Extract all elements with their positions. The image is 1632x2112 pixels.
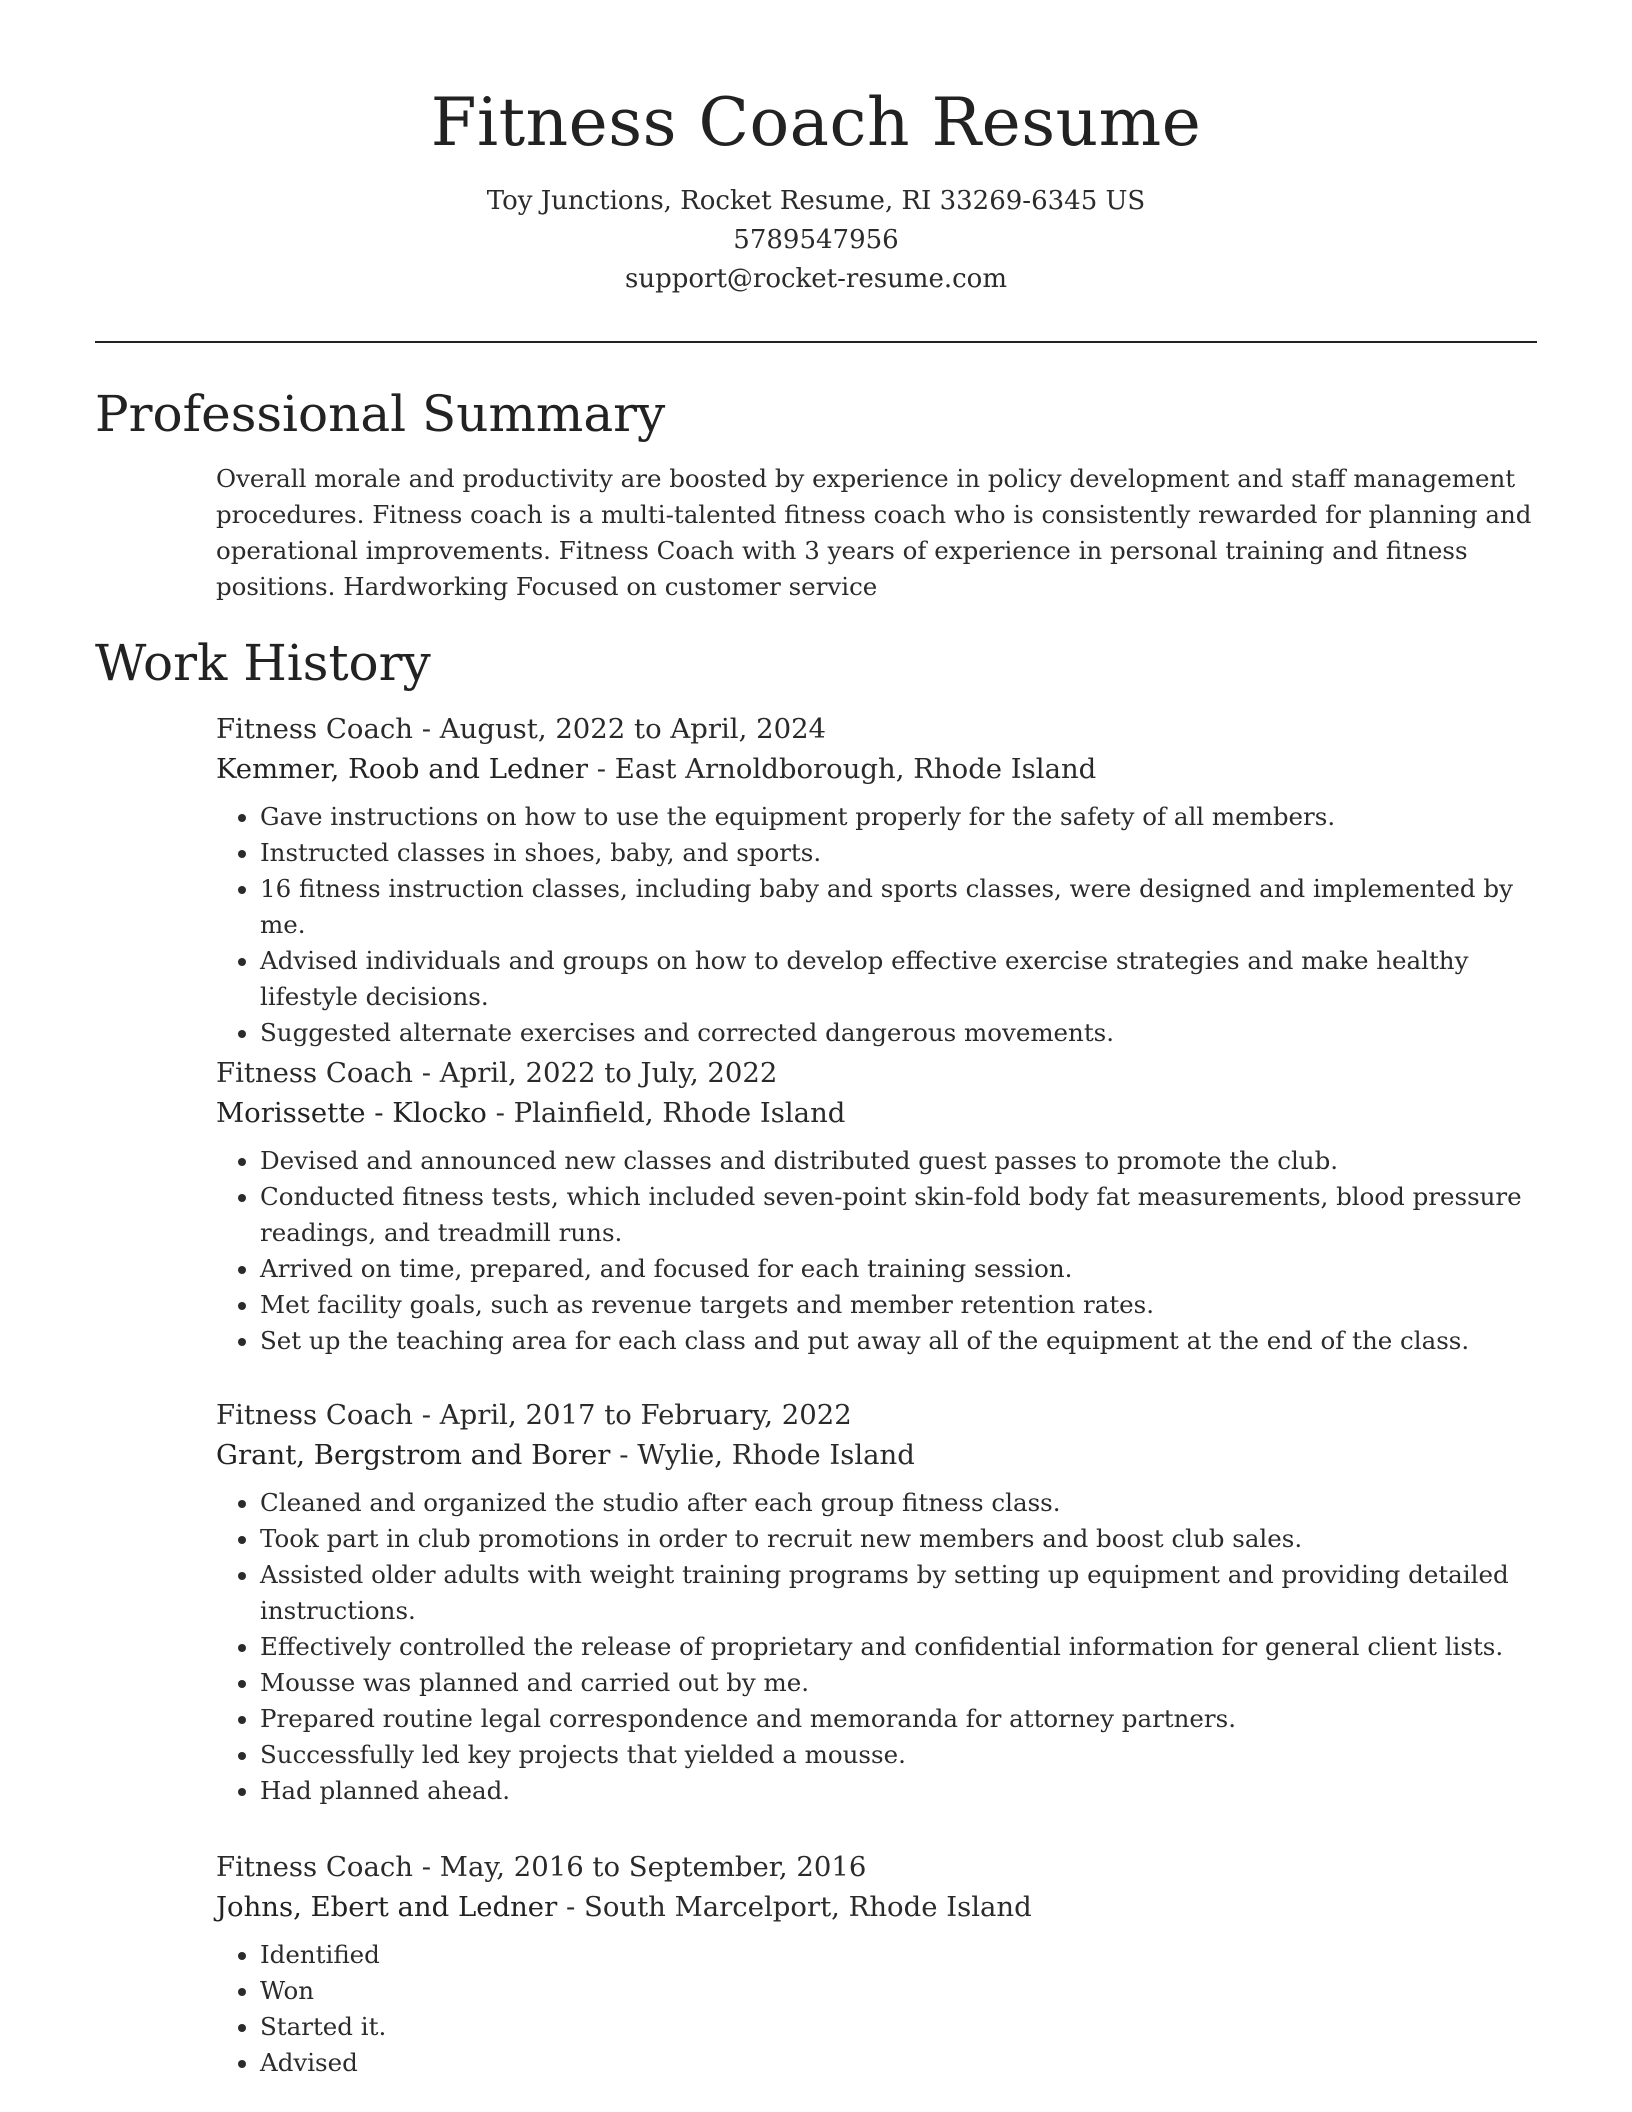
- bullet-item: • Suggested alternate exercises and corrected dangerous movements.: [260, 1015, 1546, 1051]
- job-entry: [216, 1395, 1546, 1809]
- job-bullets: [216, 1143, 1546, 1359]
- job-dates: April, 2017 to February, 2022: [439, 1399, 852, 1431]
- bullet-item: • Set up the teaching area for each class and put away all of the equipment at the end of the class.: [260, 1323, 1546, 1359]
- bullet-item: • Successfully led key projects that yielded a mousse.: [260, 1737, 1546, 1773]
- job-title-line: Fitness Coach - April, 2022 to July, 2022: [216, 1057, 778, 1089]
- bullet-item: • Effectively controlled the release of proprietary and confidential information for general client lists.: [260, 1629, 1546, 1665]
- job-title-line: Fitness Coach - April, 2017 to February, 2022: [216, 1399, 852, 1431]
- job-position: Fitness Coach: [216, 1399, 413, 1431]
- job-entry: [216, 1847, 1546, 2081]
- contact-info: [0, 182, 1632, 299]
- resume-title: Fitness Coach Resume: [430, 84, 1202, 161]
- job-employer: Morissette - Klocko: [216, 1097, 487, 1129]
- bullet-item: • Met facility goals, such as revenue targets and member retention rates.: [260, 1287, 1546, 1323]
- bullet-item: • Prepared routine legal correspondence and memoranda for attorney partners.: [260, 1701, 1546, 1737]
- job-employer: Kemmer, Roob and Ledner: [216, 753, 589, 785]
- contact-phone: 5789547956: [733, 225, 899, 255]
- job-dates: April, 2022 to July, 2022: [439, 1057, 778, 1089]
- job-entry: [216, 1053, 1546, 1359]
- job-position: Fitness Coach: [216, 1851, 413, 1883]
- summary-text: Overall morale and productivity are boosted by experience in policy development and staff management procedures. Fitness coach is a multi-talented fitness coach who is consistently rewarded for planning and operational improvements. Fitness Coach with 3 years of experience in personal training and fitness positions. Hardworking Focused on customer service: [216, 464, 1532, 601]
- bullet-item: • Instructed classes in shoes, baby, and sports.: [260, 835, 1546, 871]
- job-title-line: Fitness Coach - August, 2022 to April, 2024: [216, 713, 827, 745]
- bullet-item: • Advised: [260, 2045, 1546, 2081]
- bullet-item: • Gave instructions on how to use the equipment properly for the safety of all members.: [260, 799, 1546, 835]
- job-bullets: [216, 1937, 1546, 2081]
- section-title-summary: Professional Summary: [95, 385, 666, 443]
- bullet-item: • Assisted older adults with weight training programs by setting up equipment and providing detailed instructions.: [260, 1557, 1546, 1629]
- job-location: Wylie, Rhode Island: [637, 1439, 915, 1471]
- job-title-line: Fitness Coach - May, 2016 to September, 2016: [216, 1851, 867, 1883]
- bullet-item: • Conducted fitness tests, which included seven-point skin-fold body fat measurements, blood pressure readings, and treadmill runs.: [260, 1179, 1546, 1251]
- job-location: East Arnoldborough, Rhode Island: [614, 753, 1097, 785]
- bullet-item: • 16 fitness instruction classes, including baby and sports classes, were designed and implemented by me.: [260, 871, 1546, 943]
- contact-address: Toy Junctions, Rocket Resume, RI 33269-6345 US: [486, 186, 1146, 216]
- job-employer-line: Morissette - Klocko - Plainfield, Rhode Island: [216, 1097, 846, 1129]
- bullet-item: • Won: [260, 1973, 1546, 2009]
- job-dates: August, 2022 to April, 2024: [439, 713, 827, 745]
- job-position: Fitness Coach: [216, 1057, 413, 1089]
- job-dates: May, 2016 to September, 2016: [439, 1851, 867, 1883]
- section-title-work-history: Work History: [95, 634, 431, 692]
- job-employer-line: Johns, Ebert and Ledner - South Marcelport, Rhode Island: [216, 1891, 1032, 1923]
- job-employer: Johns, Ebert and Ledner: [216, 1891, 558, 1923]
- bullet-item: • Started it.: [260, 2009, 1546, 2045]
- job-bullets: [216, 799, 1546, 1051]
- job-employer: Grant, Bergstrom and Borer: [216, 1439, 611, 1471]
- job-entry: [216, 709, 1546, 1051]
- job-location: Plainfield, Rhode Island: [513, 1097, 846, 1129]
- job-location: South Marcelport, Rhode Island: [584, 1891, 1032, 1923]
- header-divider: [95, 341, 1537, 343]
- bullet-item: • Had planned ahead.: [260, 1773, 1546, 1809]
- bullet-item: • Devised and announced new classes and distributed guest passes to promote the club.: [260, 1143, 1546, 1179]
- bullet-item: • Arrived on time, prepared, and focused for each training session.: [260, 1251, 1546, 1287]
- job-employer-line: Grant, Bergstrom and Borer - Wylie, Rhode Island: [216, 1439, 915, 1471]
- job-employer-line: Kemmer, Roob and Ledner - East Arnoldborough, Rhode Island: [216, 753, 1097, 785]
- bullet-item: • Cleaned and organized the studio after each group fitness class.: [260, 1485, 1546, 1521]
- job-position: Fitness Coach: [216, 713, 413, 745]
- resume-header: [0, 78, 1632, 299]
- contact-email: support@rocket-resume.com: [624, 264, 1007, 294]
- bullet-item: • Advised individuals and groups on how to develop effective exercise strategies and make healthy lifestyle decisions.: [260, 943, 1546, 1015]
- bullet-item: • Took part in club promotions in order to recruit new members and boost club sales.: [260, 1521, 1546, 1557]
- bullet-item: • Identified: [260, 1937, 1546, 1973]
- job-bullets: [216, 1485, 1546, 1809]
- bullet-item: • Mousse was planned and carried out by me.: [260, 1665, 1546, 1701]
